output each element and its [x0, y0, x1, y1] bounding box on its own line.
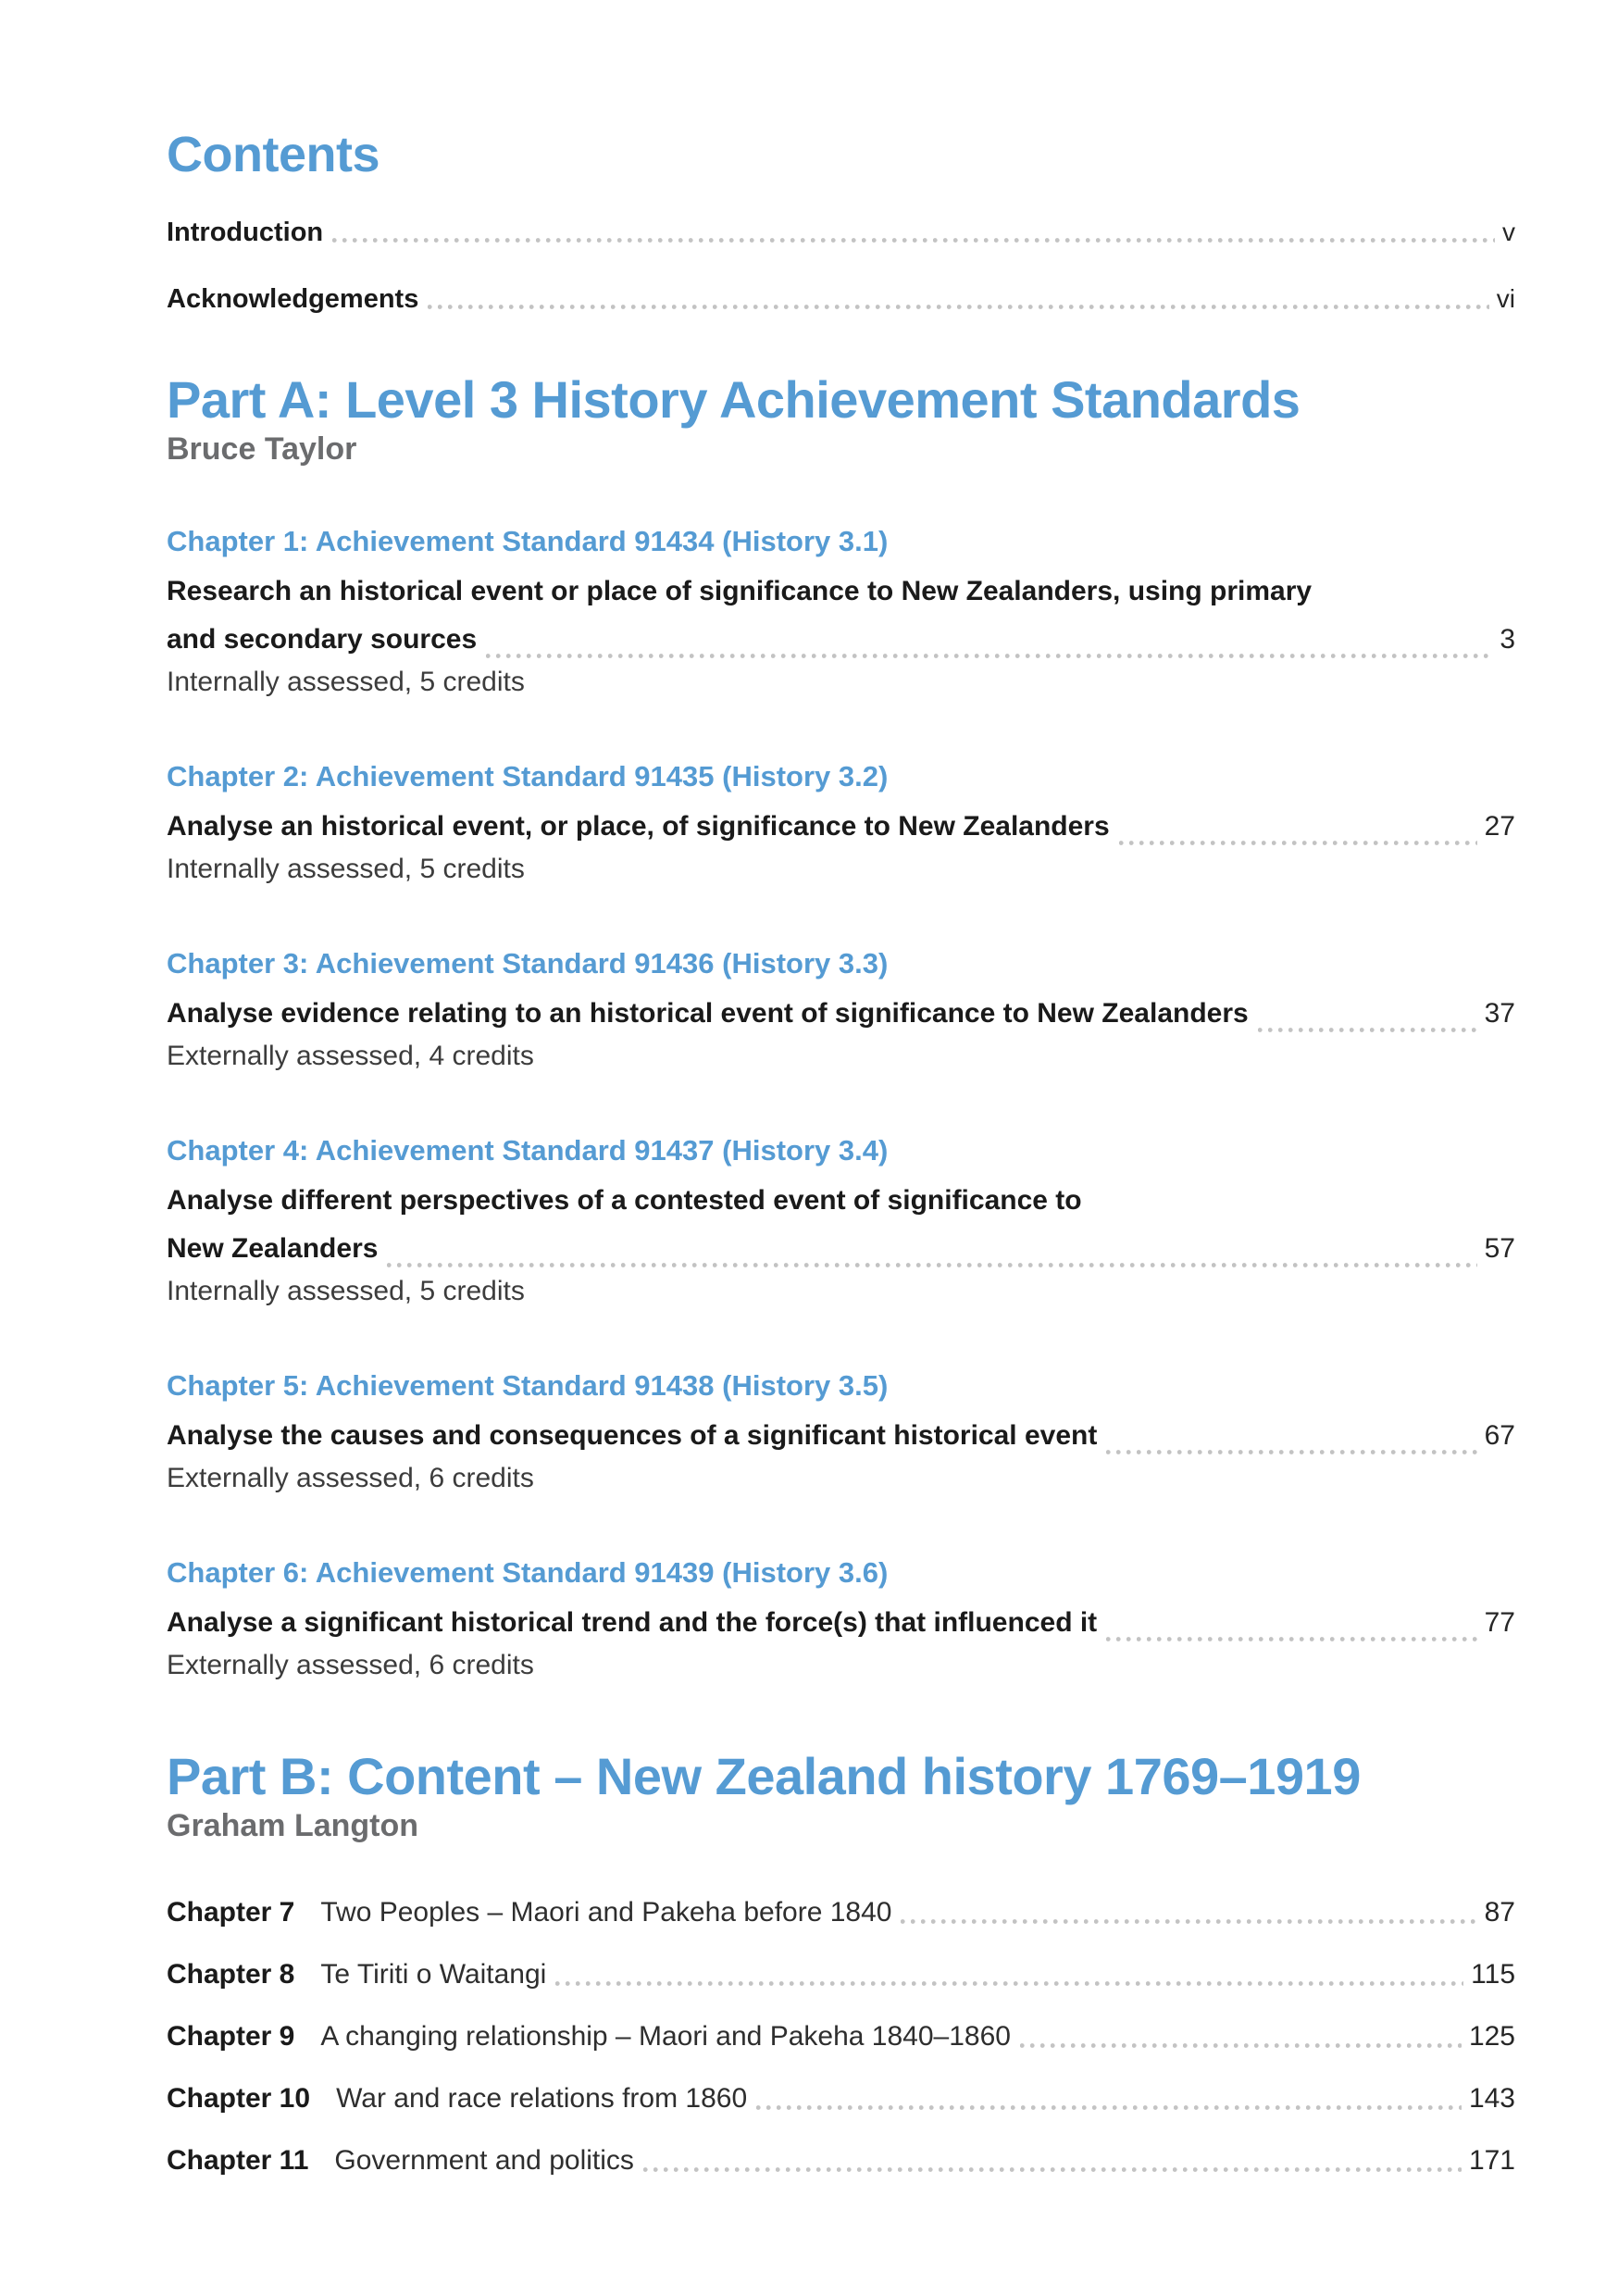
chapter-desc-lead: Analyse different perspectives of a contested event of significance to [167, 1185, 1082, 1217]
chapter-heading: Chapter 2: Achievement Standard 91435 (History 3.2) [167, 760, 889, 793]
dot-leader [1106, 1450, 1476, 1454]
assessment-note: Externally assessed, 4 credits [167, 1041, 534, 1072]
page-number: 125 [1468, 2021, 1515, 2053]
chapter-heading: Chapter 1: Achievement Standard 91434 (History 3.1) [167, 525, 889, 558]
chapter-desc-row [167, 990, 1515, 1038]
chapter-desc-lead: Research an historical event or place of significance to New Zealanders, using primary [167, 576, 1313, 607]
chapter-block-4 [167, 1134, 1515, 1308]
toc-row-chapter-10 [167, 2082, 1515, 2115]
part-title: Part B: Content – New Zealand history 1769–1919 [167, 1747, 1361, 1806]
chapter-block-5 [167, 1369, 1515, 1495]
toc-row-chapter-11 [167, 2144, 1515, 2177]
toc-row-chapter-9 [167, 2020, 1515, 2053]
assessment-note: Internally assessed, 5 credits [167, 667, 525, 698]
page-number: 37 [1484, 998, 1515, 1029]
dot-leader [1119, 841, 1477, 845]
toc-row-chapter-7 [167, 1896, 1515, 1929]
chapter-desc-row [167, 616, 1515, 664]
page-number: vi [1496, 284, 1515, 313]
chapter-desc-end: New Zealanders [167, 1233, 379, 1265]
toc-row-chapter-8 [167, 1958, 1515, 1991]
chapter-block-2 [167, 760, 1515, 886]
chapter-label: Chapter 8 [167, 1959, 295, 1990]
page-title: Contents [167, 127, 380, 182]
assessment-note: Internally assessed, 5 credits [167, 1276, 525, 1307]
assessment-note: Externally assessed, 6 credits [167, 1463, 534, 1494]
dot-leader [486, 654, 1492, 658]
page-number: 67 [1484, 1420, 1515, 1452]
chapter-title: A changing relationship – Maori and Pakeha 1840–1860 [320, 2021, 1011, 2053]
dot-leader [1106, 1637, 1476, 1641]
dot-leader [643, 2167, 1462, 2172]
part-title: Part A: Level 3 History Achievement Standards [167, 370, 1301, 429]
chapter-block-6 [167, 1556, 1515, 1682]
page-number: v [1502, 218, 1515, 246]
chapter-title: Two Peoples – Maori and Pakeha before 1840 [320, 1897, 892, 1928]
dot-leader [756, 2105, 1462, 2110]
chapter-desc-row [167, 1225, 1515, 1273]
chapter-desc-row [167, 1599, 1515, 1647]
dot-leader [332, 238, 1495, 243]
page-number: 3 [1500, 624, 1515, 655]
chapter-desc-end: Analyse an historical event, or place, of significance to New Zealanders [167, 811, 1110, 842]
part-b-chapter-list [167, 1896, 1515, 2177]
part-b-section [167, 1747, 1515, 2177]
dot-leader [1020, 2043, 1462, 2048]
chapter-heading: Chapter 6: Achievement Standard 91439 (History 3.6) [167, 1556, 889, 1590]
chapter-desc-row [167, 803, 1515, 851]
page-number: 27 [1484, 811, 1515, 842]
dot-leader [901, 1919, 1476, 1924]
chapter-desc-end: Analyse evidence relating to an historical event of significance to New Zealanders [167, 998, 1249, 1029]
part-author: Bruce Taylor [167, 431, 357, 467]
entry-label: Acknowledgements [167, 284, 419, 314]
page-number: 87 [1484, 1897, 1515, 1928]
dot-leader [555, 1981, 1463, 1986]
page-number: 77 [1484, 1607, 1515, 1639]
chapter-label: Chapter 7 [167, 1897, 295, 1928]
chapter-title: War and race relations from 1860 [336, 2083, 748, 2115]
entry-label: Introduction [167, 218, 324, 247]
chapter-heading: Chapter 4: Achievement Standard 91437 (History 3.4) [167, 1134, 889, 1167]
chapter-desc-row [167, 1412, 1515, 1460]
part-a-section [167, 370, 1515, 1682]
part-author: Graham Langton [167, 1808, 419, 1844]
chapter-label: Chapter 11 [167, 2145, 309, 2177]
chapter-label: Chapter 9 [167, 2021, 295, 2053]
page-number: 57 [1484, 1233, 1515, 1265]
page-number: 143 [1468, 2083, 1515, 2115]
chapter-desc-end: Analyse the causes and consequences of a significant historical event [167, 1420, 1098, 1452]
dot-leader [387, 1263, 1476, 1267]
page-number: 171 [1468, 2145, 1515, 2177]
chapter-desc-end: Analyse a significant historical trend and the force(s) that influenced it [167, 1607, 1098, 1639]
page-number: 115 [1471, 1959, 1515, 1990]
front-matter-row-introduction [167, 217, 1515, 248]
front-matter-row-acknowledgements [167, 283, 1515, 315]
dot-leader [1258, 1028, 1477, 1032]
chapter-heading: Chapter 5: Achievement Standard 91438 (History 3.5) [167, 1369, 889, 1403]
assessment-note: Internally assessed, 5 credits [167, 854, 525, 885]
chapter-label: Chapter 10 [167, 2083, 311, 2115]
chapter-block-1 [167, 525, 1515, 699]
chapter-title: Government and politics [334, 2145, 634, 2177]
assessment-note: Externally assessed, 6 credits [167, 1650, 534, 1681]
chapter-desc-end: and secondary sources [167, 624, 478, 655]
chapter-heading: Chapter 3: Achievement Standard 91436 (History 3.3) [167, 947, 889, 980]
chapter-block-3 [167, 947, 1515, 1073]
dot-leader [428, 305, 1488, 309]
chapter-title: Te Tiriti o Waitangi [320, 1959, 547, 1990]
